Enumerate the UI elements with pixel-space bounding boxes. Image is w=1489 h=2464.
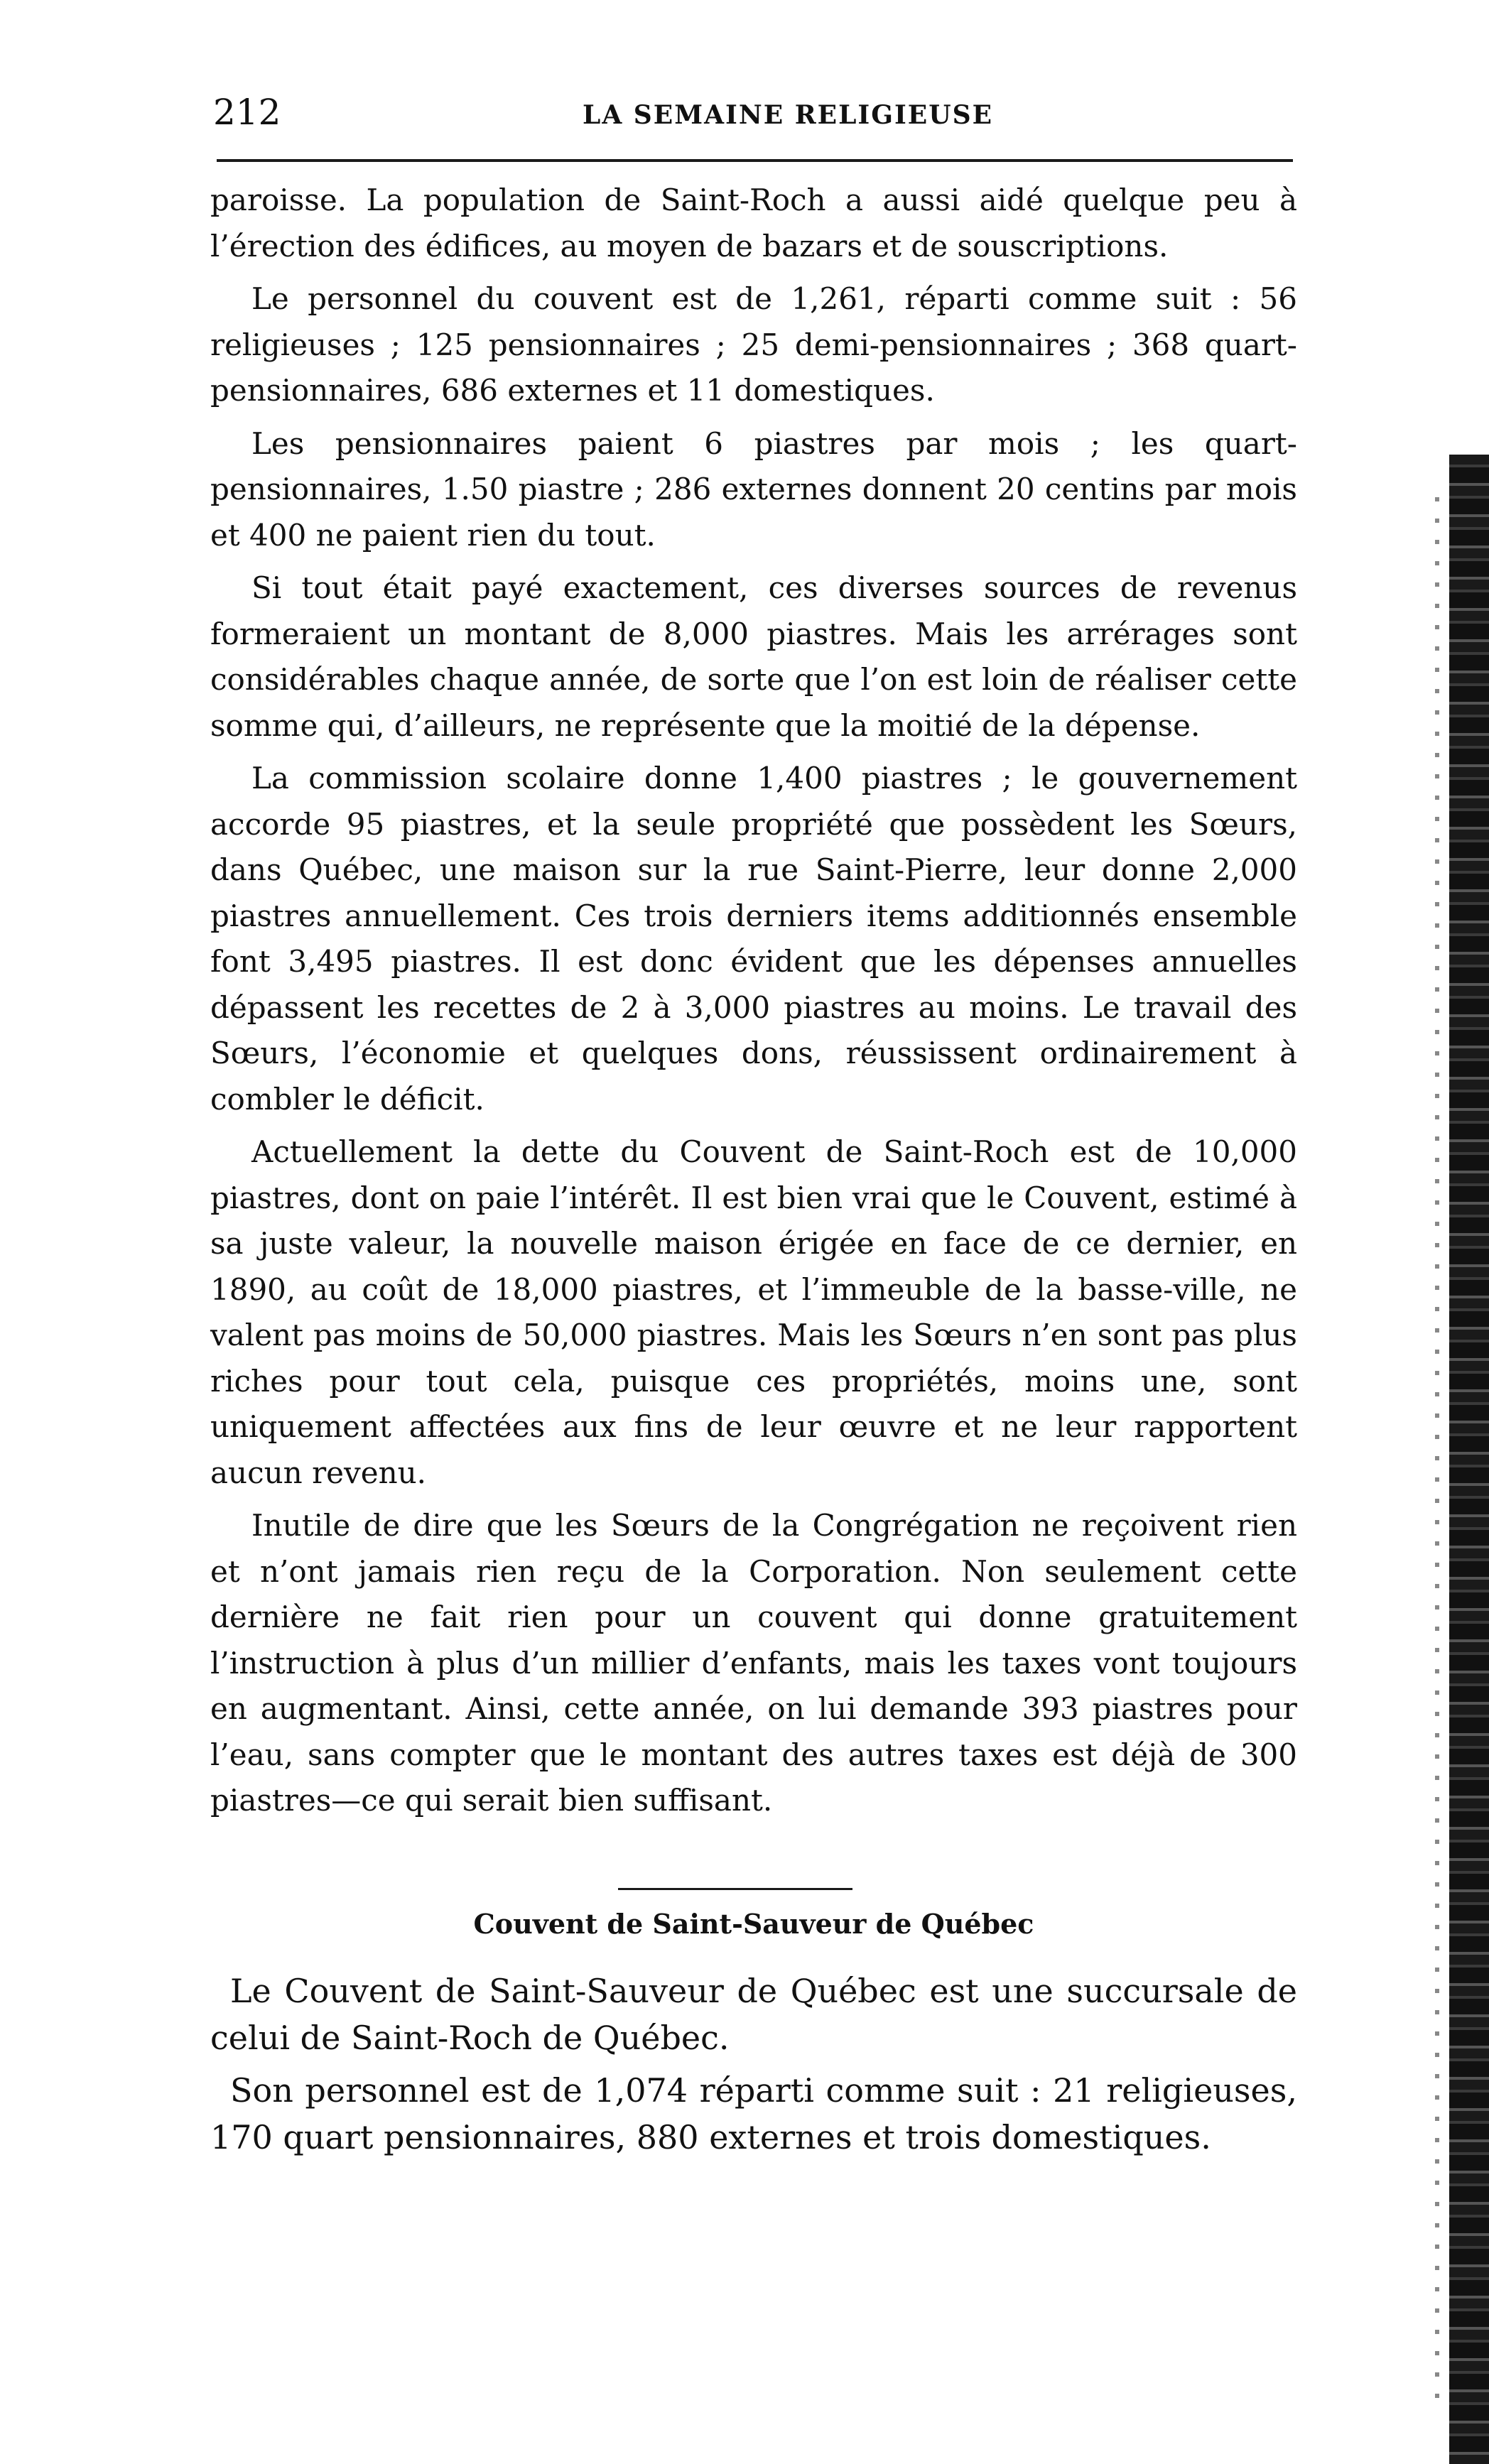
paragraph: Les pensionnaires paient 6 piastres par mois ; les quart-pensionnaires, 1.50 piastre ; 286 externes donnent 20 centins par mois et 400 ne paient rien du tout. [210,425,1297,553]
paragraph: Le Couvent de Saint-Sauveur de Québec est une succursale de celui de Saint-Roch de Québec. [210,1972,1297,2057]
paragraph: Si tout était payé exactement, ces diverses sources de revenus formeraient un montant de 8,000 piastres. Mais les arrérages sont considérables chaque année, de sorte que l’on est loin de réaliser cette somme qui, d’ailleurs, ne représente que la moitié de la dépense. [210,570,1297,743]
running-title: LA SEMAINE RELIGIEUSE [583,100,994,130]
scan-edge-shadow [1435,497,1439,2415]
header-rule [217,159,1293,162]
section-heading: Couvent de Saint-Sauveur de Québec [473,1908,1034,1940]
section-divider [618,1888,852,1890]
paragraph: Le personnel du couvent est de 1,261, réparti comme suit : 56 religieuses ; 125 pensionnaires ; 25 demi-pensionnaires ; 368 quart-pensionnaires, 686 externes et 11 domestiques. [210,281,1297,408]
paragraph: Actuellement la dette du Couvent de Saint-Roch est de 10,000 piastres, dont on paie l’intérêt. Il est bien vrai que le Couvent, estimé à sa juste valeur, la nouvelle maison érigée en face de ce dernier, en 1890, au coût de 18,000 piastres, et l’immeuble de la basse-ville, ne valent pas moins de 50,000 piastres. Mais les Sœurs n’en sont pas plus riches pour tout cela, puisque ces propriétés, moins une, sont uniquement affectées aux fins de leur œuvre et ne leur rapportent aucun revenu. [210,1134,1297,1490]
paragraph: Inutile de dire que les Sœurs de la Congrégation ne reçoivent rien et n’ont jamais rien reçu de la Corporation. Non seulement cette dernière ne fait rien pour un couvent qui donne gratuitement l’instruction à plus d’un millier d’enfants, mais les taxes vont toujours en augmentant. Ainsi, cette année, on lui demande 393 piastres pour l’eau, sans compter que le montant des autres taxes est déjà de 300 piastres—ce qui serait bien suffisant. [210,1508,1297,1818]
paragraph: Son personnel est de 1,074 réparti comme suit : 21 religieuses, 170 quart pensionnaires, 880 externes et trois domestiques. [210,2071,1297,2156]
main-text [210,178,1297,1831]
paragraph: La commission scolaire donne 1,400 piastres ; le gouvernement accorde 95 piastres, et la seule propriété que possèdent les Sœurs, dans Québec, une maison sur la rue Saint-Pierre, leur donne 2,000 piastres annuellement. Ces trois derniers items additionnés ensemble font 3,495 piastres. Il est donc évident que les dépenses annuelles dépassent les recettes de 2 à 3,000 piastres au moins. Le travail des Sœurs, l’économie et quelques dons, réussissent ordinairement à combler le déficit. [210,761,1297,1117]
page-number: 212 [213,92,281,133]
paragraph: paroisse. La population de Saint-Roch a aussi aidé quelque peu à l’érection des édifices, au moyen de bazars et de souscriptions. [210,183,1297,264]
section-text [210,1968,1297,2166]
scan-binding-edge [1449,455,1489,2464]
